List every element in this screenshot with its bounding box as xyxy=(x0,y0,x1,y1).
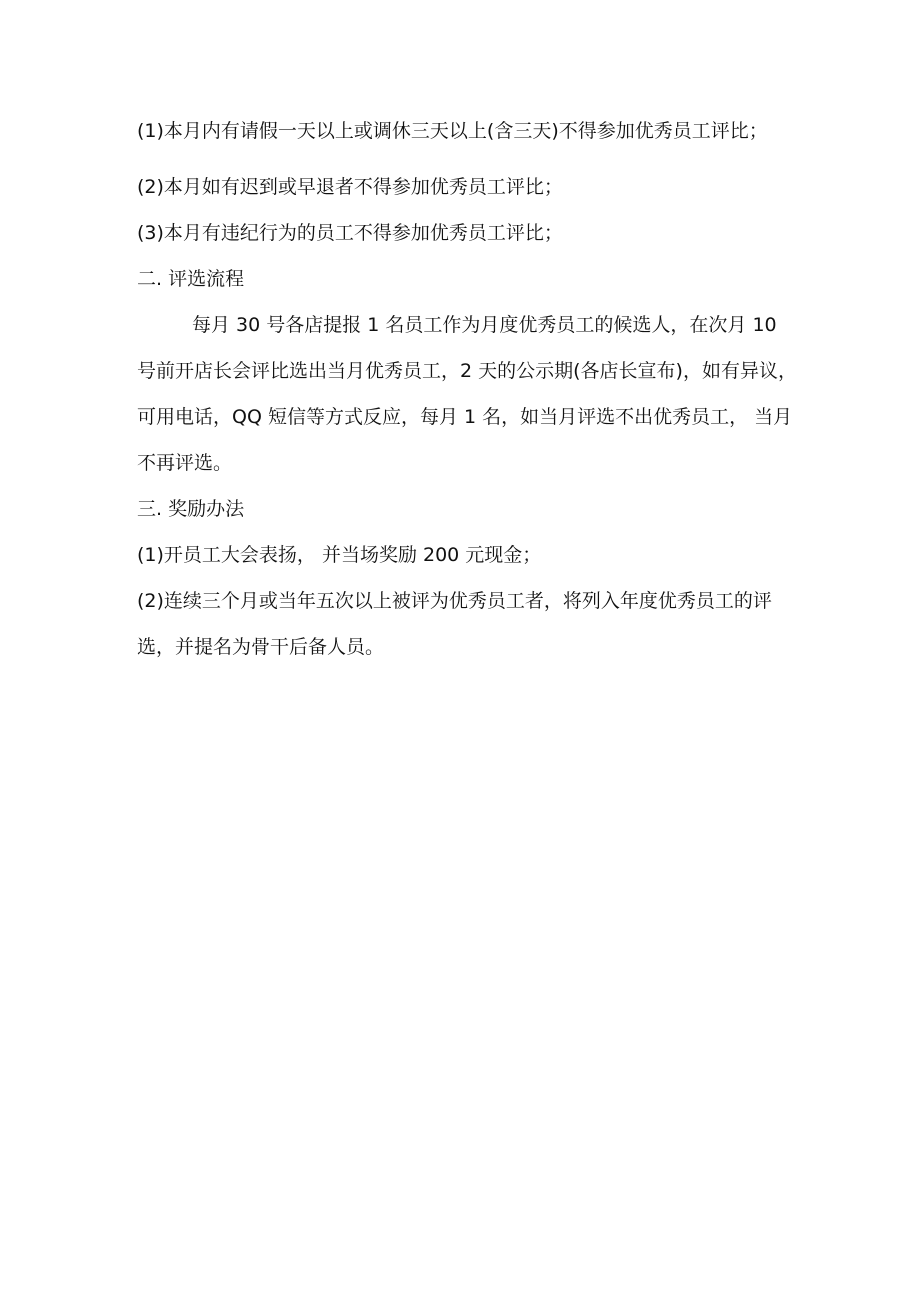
selection-process-paragraph: 每月 30 号各店提报 1 名员工作为月度优秀员工的候选人，在次月 10 号前开店长会评比选出当月优秀员工，2 天的公示期(各店长宣布)，如有异议，可用电话，QQ 短信等方式反应，每月 1 名，如当月评选不出优秀员工， 当月不再评选。 xyxy=(137,314,797,474)
criteria-item-2: (2)本月如有迟到或早退者不得参加优秀员工评比； xyxy=(137,176,563,198)
section-heading-rewards: 三. 奖励办法 xyxy=(137,498,245,520)
reward-item-1: (1)开员工大会表扬， 并当场奖励 200 元现金； xyxy=(137,544,542,566)
criteria-item-1: (1)本月内有请假一天以上或调休三天以上(含三天)不得参加优秀员工评比； xyxy=(137,120,768,142)
document-body xyxy=(137,108,797,670)
criteria-item-3: (3)本月有违纪行为的员工不得参加优秀员工评比； xyxy=(137,222,563,244)
section-heading-selection-process: 二. 评选流程 xyxy=(137,268,245,290)
reward-item-2: (2)连续三个月或当年五次以上被评为优秀员工者，将列入年度优秀员工的评选，并提名为骨干后备人员。 xyxy=(137,590,772,658)
